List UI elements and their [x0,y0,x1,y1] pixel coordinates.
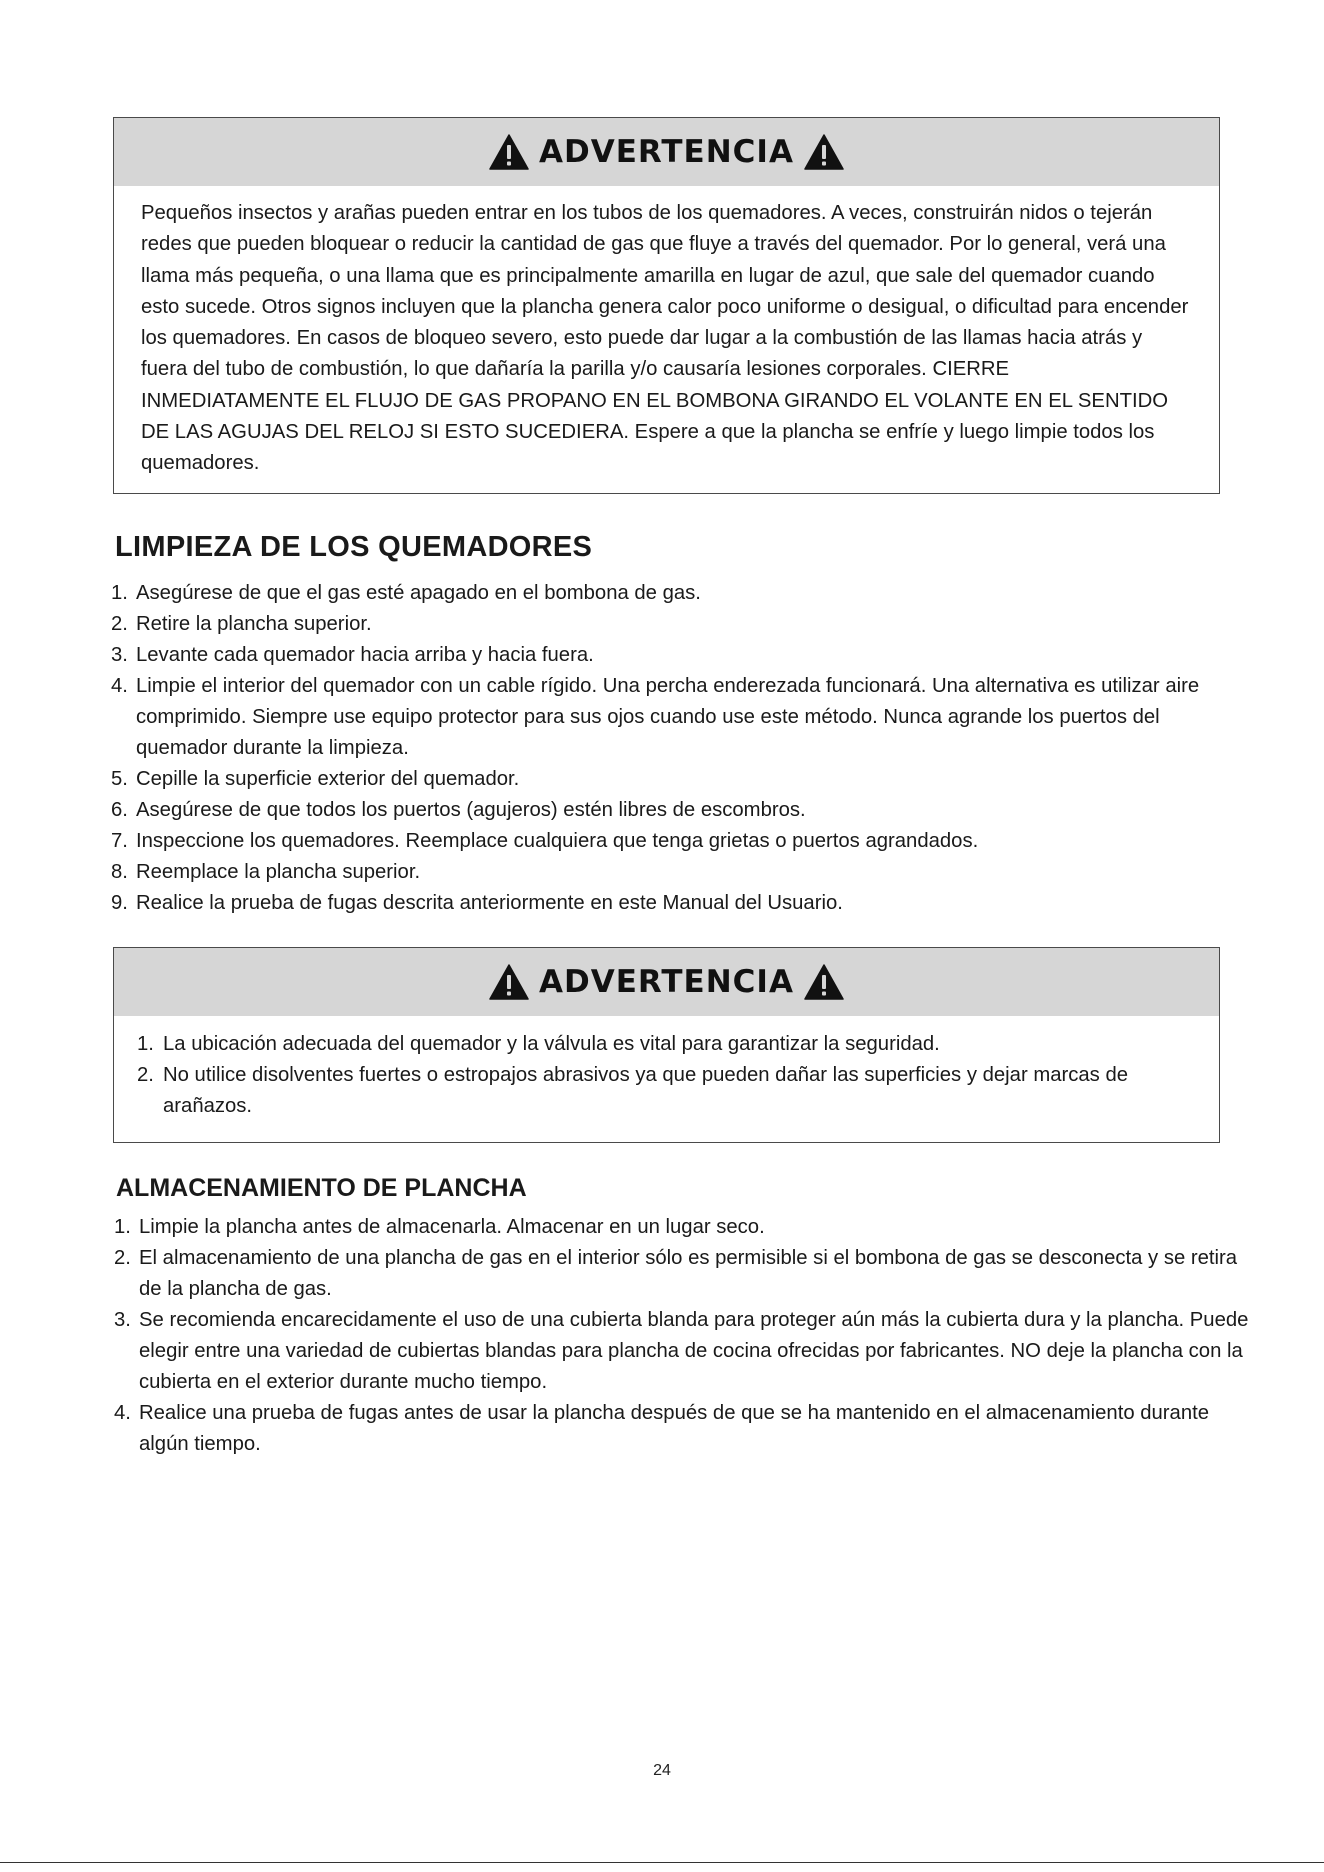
warning-box-safety [113,947,1220,1143]
list-item-number: 2. [137,1064,154,1086]
warning-box-insects [113,117,1220,494]
list-item [111,764,1221,795]
list-item-text: Cepille la superficie exterior del quemador. [136,768,520,790]
list-item-text: No utilice disolventes fuertes o estropajos abrasivos ya que pueden dañar las superficies y dejar marcas de arañazos. [163,1064,1129,1117]
list-item [111,826,1221,857]
list-item-text: El almacenamiento de una plancha de gas en el interior sólo es permisible si el bombona de gas se desconecta y se retira de la plancha de gas. [139,1247,1238,1300]
warning-body [114,1016,1219,1132]
storage-steps [114,1212,1254,1460]
warning-triangle-icon [489,134,529,170]
warning-triangle-icon [804,964,844,1000]
list-item-number: 4. [111,675,128,697]
list-item [114,1243,1254,1305]
list-item-text: Limpie el interior del quemador con un cable rígido. Una percha enderezada funcionará. Una alternativa es utilizar aire comprimido. Siempre use equipo protector para sus ojos cuando use este método. Nunca agrande los puertos del quemador durante la limpieza. [136,675,1200,759]
list-item-text: Se recomienda encarecidamente el uso de una cubierta blanda para proteger aún más la cubierta dura y la plancha. Puede elegir entre una variedad de cubiertas blandas para plancha de cocina ofrecidas por fabricantes. NO deje la plancha con la cubierta en el exterior durante mucho tiempo. [139,1309,1249,1393]
warning-triangle-icon [489,964,529,1000]
warning-triangle-icon [804,134,844,170]
list-item-text: Reemplace la plancha superior. [136,861,421,883]
list-item-text: Realice la prueba de fugas descrita anteriormente en este Manual del Usuario. [136,892,843,914]
list-item-text: La ubicación adecuada del quemador y la válvula es vital para garantizar la seguridad. [163,1033,940,1055]
list-item-text: Retire la plancha superior. [136,613,372,635]
list-item-number: 9. [111,892,128,914]
page-number: 24 [653,1762,671,1779]
list-item [137,1060,1191,1122]
list-item-number: 4. [114,1402,131,1424]
section-heading-burner-cleaning: LIMPIEZA DE LOS QUEMADORES [115,531,593,563]
list-item-text: Limpie la plancha antes de almacenarla. Almacenar en un lugar seco. [139,1216,765,1238]
list-item [111,578,1221,609]
list-item-number: 8. [111,861,128,883]
list-item-number: 2. [111,613,128,635]
list-item [111,795,1221,826]
list-item-number: 3. [111,644,128,666]
list-item-number: 5. [111,768,128,790]
warning-list [137,1029,1191,1122]
list-item-text: Asegúrese de que todos los puertos (agujeros) estén libres de escombros. [136,799,806,821]
list-item-number: 3. [114,1309,131,1331]
list-item [114,1305,1254,1398]
list-item-number: 6. [111,799,128,821]
list-item-number: 2. [114,1247,131,1269]
warning-body-text: Pequeños insectos y arañas pueden entrar en los tubos de los quemadores. A veces, construirán nidos o tejerán redes que pueden bloquear o reducir la cantidad de gas que fluye a través del quemador. Por lo general, verá una llama más pequeña, o una llama que es principalmente amarilla en lugar de azul, que sale del quemador cuando esto sucede. Otros signos incluyen que la plancha genera calor poco uniforme o desigual, o dificultad para encender los quemadores. En casos de bloqueo severo, esto puede dar lugar a la combustión de las llamas hacia atrás y fuera del tubo de combustión, lo que dañaría la parilla y/o causaría lesiones corporales. CIERRE INMEDIATAMENTE EL FLUJO DE GAS PROPANO EN EL BOMBONA GIRANDO EL VOLANTE EN EL SENTIDO DE LAS AGUJAS DEL RELOJ SI ESTO SUCEDIERA. Espere a que la plancha se enfríe y luego limpie todos los quemadores. [141,202,1189,475]
list-item-number: 7. [111,830,128,852]
list-item [114,1398,1254,1460]
section-heading-storage: ALMACENAMIENTO DE PLANCHA [116,1174,527,1202]
burner-cleaning-steps [111,578,1221,919]
warning-title: ADVERTENCIA [539,964,794,1000]
list-item [111,609,1221,640]
list-item-number: 1. [114,1216,131,1238]
list-item-number: 1. [111,582,128,604]
list-item [111,888,1221,919]
list-item [111,640,1221,671]
list-item [114,1212,1254,1243]
bottom-rule [0,1862,1324,1863]
list-item-number: 1. [137,1033,154,1055]
list-item-text: Realice una prueba de fugas antes de usar la plancha después de que se ha mantenido en el almacenamiento durante algún tiempo. [139,1402,1210,1455]
list-item-text: Inspeccione los quemadores. Reemplace cualquiera que tenga grietas o puertos agrandados. [136,830,979,852]
list-item [137,1029,1191,1060]
list-item-text: Levante cada quemador hacia arriba y hacia fuera. [136,644,594,666]
warning-header [114,118,1219,186]
list-item-text: Asegúrese de que el gas esté apagado en el bombona de gas. [136,582,701,604]
warning-header [114,948,1219,1016]
list-item [111,671,1221,764]
list-item [111,857,1221,888]
warning-title: ADVERTENCIA [539,134,794,170]
